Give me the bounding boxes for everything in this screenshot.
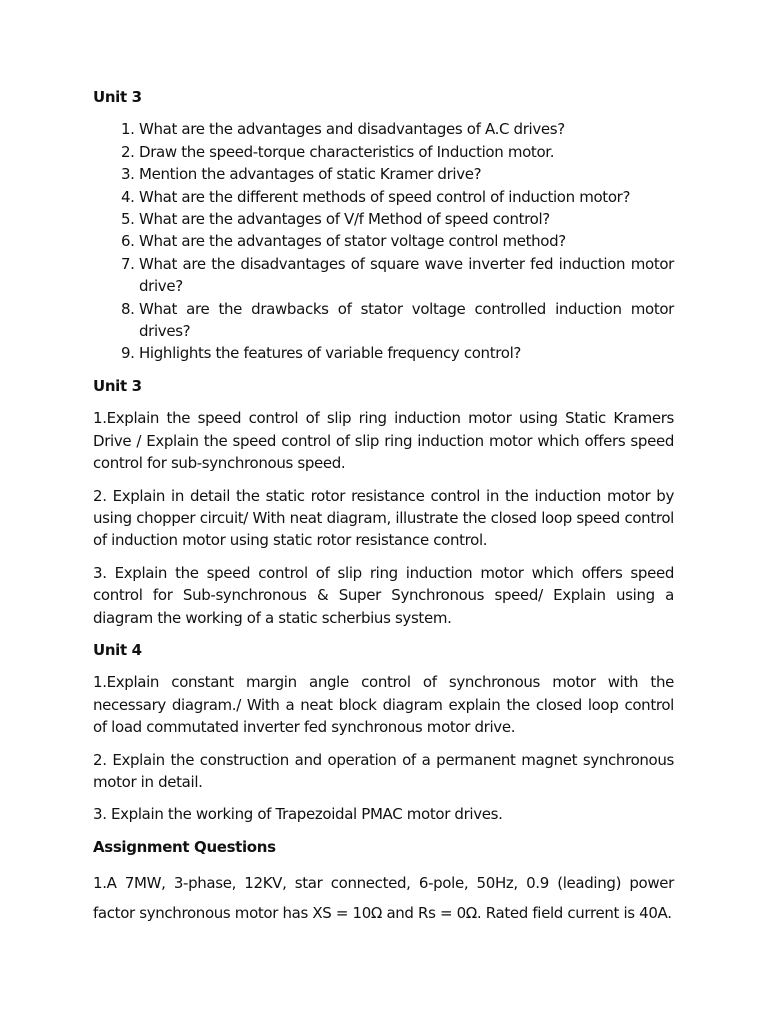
unit-4-heading: Unit 4 bbox=[93, 640, 142, 659]
paragraph: 2. Explain the construction and operation of a permanent magnet synchronous motor in detail. bbox=[93, 750, 674, 791]
list-item: 9. Highlights the features of variable frequency control? bbox=[139, 342, 674, 364]
paragraph: 1.Explain constant margin angle control of synchronous motor with the necessary diagram./ With a neat block diagram explain the closed loop control of load commutated inverter fed synchronous motor drive. bbox=[93, 673, 674, 737]
paragraph: 3. Explain the working of Trapezoidal PMAC motor drives. bbox=[93, 805, 503, 824]
list-item: 4. What are the different methods of speed control of induction motor? bbox=[139, 186, 674, 208]
unit-3-heading: Unit 3 bbox=[93, 88, 142, 106]
list-item: 5. What are the advantages of V/f Method of speed control? bbox=[139, 208, 674, 230]
paragraph: 1.Explain the speed control of slip ring induction motor using Static Kramers Drive / Explain the speed control of slip ring induction motor which offers speed control for sub-synchronous speed. bbox=[93, 409, 674, 473]
list-item: 2. Draw the speed-torque characteristics of Induction motor. bbox=[139, 141, 674, 163]
list-item: 3. Mention the advantages of static Kramer drive? bbox=[139, 163, 674, 185]
list-item: 7. What are the disadvantages of square wave inverter fed induction motor drive? bbox=[139, 253, 674, 298]
unit-3-long-heading: Unit 3 bbox=[93, 376, 142, 395]
list-item: 6. What are the advantages of stator voltage control method? bbox=[139, 230, 674, 252]
unit-3-question-list bbox=[93, 118, 674, 364]
list-item: 8. What are the drawbacks of stator voltage controlled induction motor drives? bbox=[139, 298, 674, 343]
assignment-paragraph: 1.A 7MW, 3-phase, 12KV, star connected, 6-pole, 50Hz, 0.9 (leading) power factor synchronous motor has XS = 10Ω and Rs = 0Ω. Rated field current is 40A. bbox=[93, 874, 674, 923]
paragraph: 2. Explain in detail the static rotor resistance control in the induction motor by using chopper circuit/ With neat diagram, illustrate the closed loop speed control of induction motor using static rotor resistance control. bbox=[93, 486, 674, 550]
document-page bbox=[93, 86, 674, 928]
assignment-heading: Assignment Questions bbox=[93, 837, 276, 856]
paragraph: 3. Explain the speed control of slip ring induction motor which offers speed control for Sub-synchronous & Super Synchronous speed/ Explain using a diagram the working of a static scherbius system. bbox=[93, 563, 674, 627]
list-item: 1. What are the advantages and disadvantages of A.C drives? bbox=[139, 118, 674, 140]
